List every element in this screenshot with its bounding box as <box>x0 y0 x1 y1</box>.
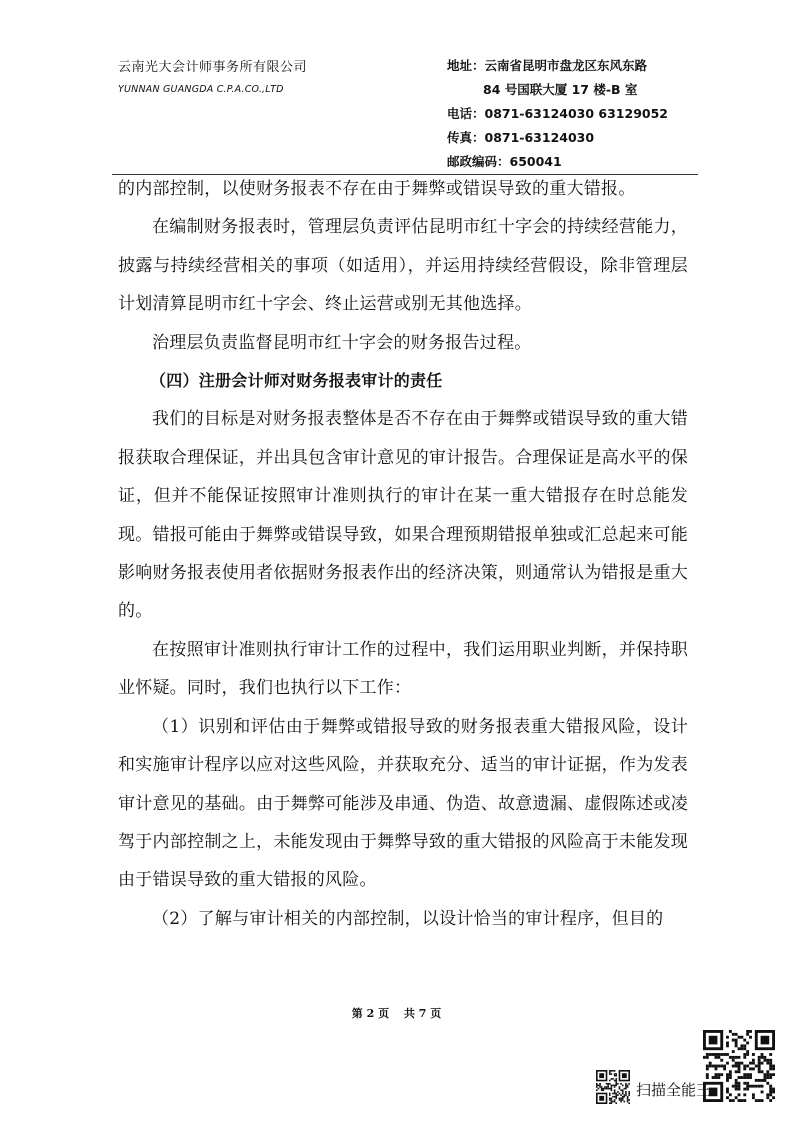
paragraph-continuation: 的内部控制，以使财务报表不存在由于舞弊或错误导致的重大错报。 <box>118 179 636 199</box>
phone: 电话：0871-63124030 63129052 <box>447 106 668 121</box>
postal-code: 邮政编码：650041 <box>447 154 562 169</box>
paragraph: （1）识别和评估由于舞弊或错报导致的财务报表重大错报风险，设计和实施审计程序以应对这些风险，并获取充分、适当的审计证据，作为发表审计意见的基础。由于舞弊可能涉及串通、伪造、故意遗漏、虚假陈述或凌驾于内部控制之上，未能发现由于舞弊导致的重大错报的风险高于未能发现由于错误导致的重大错报的风险。 <box>118 716 688 891</box>
firm-name-chinese: 云南光大会计师事务所有限公司 <box>118 60 308 75</box>
address-line-2: 84 号国联大厦 17 楼-B 室 <box>483 82 638 97</box>
address-line-1: 地址：云南省昆明市盘龙区东风东路 <box>447 58 648 73</box>
contact-block <box>447 54 668 174</box>
section-heading: （四）注册会计师对财务报表审计的责任 <box>150 371 443 391</box>
firm-name-english: YUNNAN GUANGDA C.P.A.CO.,LTD <box>118 84 284 95</box>
document-body <box>118 170 688 938</box>
qr-code-icon <box>703 1030 775 1102</box>
paragraph: 在编制财务报表时，管理层负责评估昆明市红十字会的持续经营能力，披露与持续经营相关的事项（如适用），并运用持续经营假设，除非管理层计划清算昆明市红十字会、终止运营或别无其他选择。 <box>118 217 688 315</box>
qr-code-icon <box>596 1070 630 1104</box>
paragraph: 在按照审计准则执行审计工作的过程中，我们运用职业判断，并保持职业怀疑。同时，我们也执行以下工作： <box>118 639 688 699</box>
paragraph: （2）了解与审计相关的内部控制，以设计恰当的审计程序，但目的 <box>152 908 664 929</box>
fax: 传真：0871-63124030 <box>447 130 595 145</box>
scanner-app-label: 扫描全能王 <box>636 1081 712 1099</box>
paragraph: 我们的目标是对财务报表整体是否不存在由于舞弊或错误导致的重大错报获取合理保证，并出具包含审计意见的审计报告。合理保证是高水平的保证，但并不能保证按照审计准则执行的审计在某一重大错报存在时总能发现。错报可能由于舞弊或错误导致，如果合理预期错报单独或汇总起来可能影响财务报表使用者依据财务报表作出的经济决策，则通常认为错报是重大的。 <box>118 409 688 622</box>
letterhead <box>0 0 793 175</box>
paragraph: 治理层负责监督昆明市红十字会的财务报告过程。 <box>152 332 532 353</box>
page-number: 第 2 页 共 7 页 <box>351 1007 442 1020</box>
